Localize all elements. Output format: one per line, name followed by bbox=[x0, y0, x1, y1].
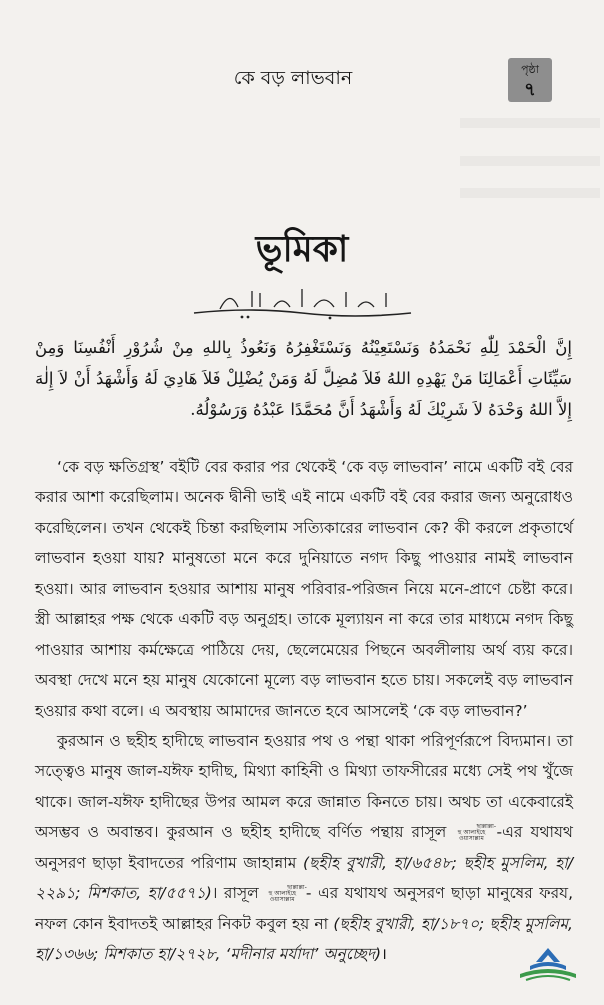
page-number-tab bbox=[508, 58, 552, 102]
text-segment: কুরআন ও ছহীহ হাদীছে লাভবান হওয়ার পথ ও পন্থা থাকা পরিপূর্ণরূপে বিদ্যমান। তা সত্ত্বেও মানুষ জাল-যঈফ হাদীছ, মিথ্যা কাহিনী ও মিথ্যা তাফসীরের মধ্যে সেই পথ খুঁজে থাকে। জাল-যঈফ হাদীছের উপর আমল করে জান্নাত কিনতে চায়। অথচ তা একেবারেই অসম্ভব ও অবান্তব। কুরআন ও ছহীহ হাদীছে বর্ণিত পন্থায় রাসূল bbox=[35, 731, 573, 841]
running-header-title: কে বড় লাভবান bbox=[233, 67, 353, 89]
text-segment: । রাসূল bbox=[211, 884, 259, 902]
citation: (ছহীহ বুখারী, হা/১৮৭০; ছহীহ মুসলিম, হা/১৩৬৬; মিশকাত হা/২৭২৮, ‘মদীনার মর্যাদা’ অনুচ্ছেদ) bbox=[35, 914, 573, 963]
bleed-through bbox=[460, 188, 600, 198]
bleed-through bbox=[460, 118, 600, 128]
text-segment: -এর যথাযথ অনুসরণ ছাড়া ইবাদতের পরিণাম জাহান্নাম bbox=[35, 823, 573, 872]
publisher-logo-icon bbox=[516, 944, 580, 984]
bleed-through bbox=[460, 156, 600, 166]
text-segment: - এর যথাযথ অনুসরণ ছাড়া মানুষের ফরয, নফল কোন ইবাদতই আল্লাহর নিকট কবুল হয় না bbox=[35, 884, 574, 933]
pbuh-honorific: ছাল্লাল্লা-হু আলাইহে ওয়াসাল্লাম bbox=[268, 883, 307, 903]
paragraph-intro: ‘কে বড় ক্ষতিগ্রস্থ’ বইটি বের করার পর থেকেই ‘কে বড় লাভবান’ নামে একটি বই বের করার আশা করেছিলাম। অনেক দ্বীনী ভাই এই নামে একটি বই বের করার জন্য অনুরোধও করেছিলেন। তখন থেকেই চিন্তা করছিলাম সত্যিকারের লাভবান কে? কী করলে প্রকৃতার্থে লাভবান হওয়া যায়? মানুষতো মনে করে দুনিয়াতে নগদ কিছু পাওয়ার নামই লাভবান হওয়া। আর লাভবান হওয়ার আশায় মানুষ পরিবার-পরিজন নিয়ে মনে-প্রাণে চেষ্টা করে। স্ত্রী আল্লাহর পক্ষ থেকে একটি বড় অনুগ্রহ। তাকে মূল্যায়ন না করে তার মাধ্যমে নগদ কিছু পাওয়ার আশায় কর্মক্ষেত্রে পাঠিয়ে দেয়, ছেলেমেয়ের পিছনে অবলীলায় অর্থ ব্যয় করে। অবস্থা দেখে মনে হয় মানুষ যেকোনো মূল্যে বড় লাভবান হতে চায়। সকলেই বড় লাভবান হওয়ার কথা বলে। এ অবস্থায় আমাদের জানতে হবে আসলেই ‘কে বড় লাভবান?’ bbox=[35, 457, 573, 720]
page-label: পৃষ্ঠা bbox=[521, 63, 539, 76]
pbuh-honorific: ছাল্লাল্লা-হু আলাইহে ওয়াসাল্লাম bbox=[457, 822, 497, 842]
citation: (ছহীহ বুখারী, হা/৬৫৪৮; ছহীহ মুসলিম, হা/২২৯১; মিশকাত, হা/৫৫৭১) bbox=[35, 853, 573, 902]
paragraph-evidence bbox=[35, 726, 573, 970]
page-number: ৭ bbox=[524, 79, 536, 100]
bismillah-calligraphy bbox=[190, 283, 415, 323]
section-title: ভূমিকা bbox=[255, 228, 349, 270]
arabic-khutbah: إِنَّ الْحَمْدَ لِلّٰهِ نَحْمَدُهُ وَنَسْتَعِيْنُهُ وَنَسْتَغْفِرُهُ وَنَعُوذُ بِاللهِ مِنْ شُرُوْرِ أَنْفُسِنَا وَمِنْ سَيِّئَاتِ أَعْمَالِنَا مَنْ يَهْدِهِ اللهُ فَلاَ مُضِلَّ لَهُ وَمَنْ يُضْلِلْ فَلاَ هَادِيَ لَهُ وَأَشْهَدُ أَنْ لاَ إِلٰهَ إِلاَّ اللهُ وَحْدَهُ لاَ شَرِيْكَ لَهُ وَأَشْهَدُ أَنَّ مُحَمَّدًا عَبْدُهُ وَرَسُوْلُهُ. bbox=[35, 338, 572, 419]
text-segment: । bbox=[381, 945, 387, 963]
